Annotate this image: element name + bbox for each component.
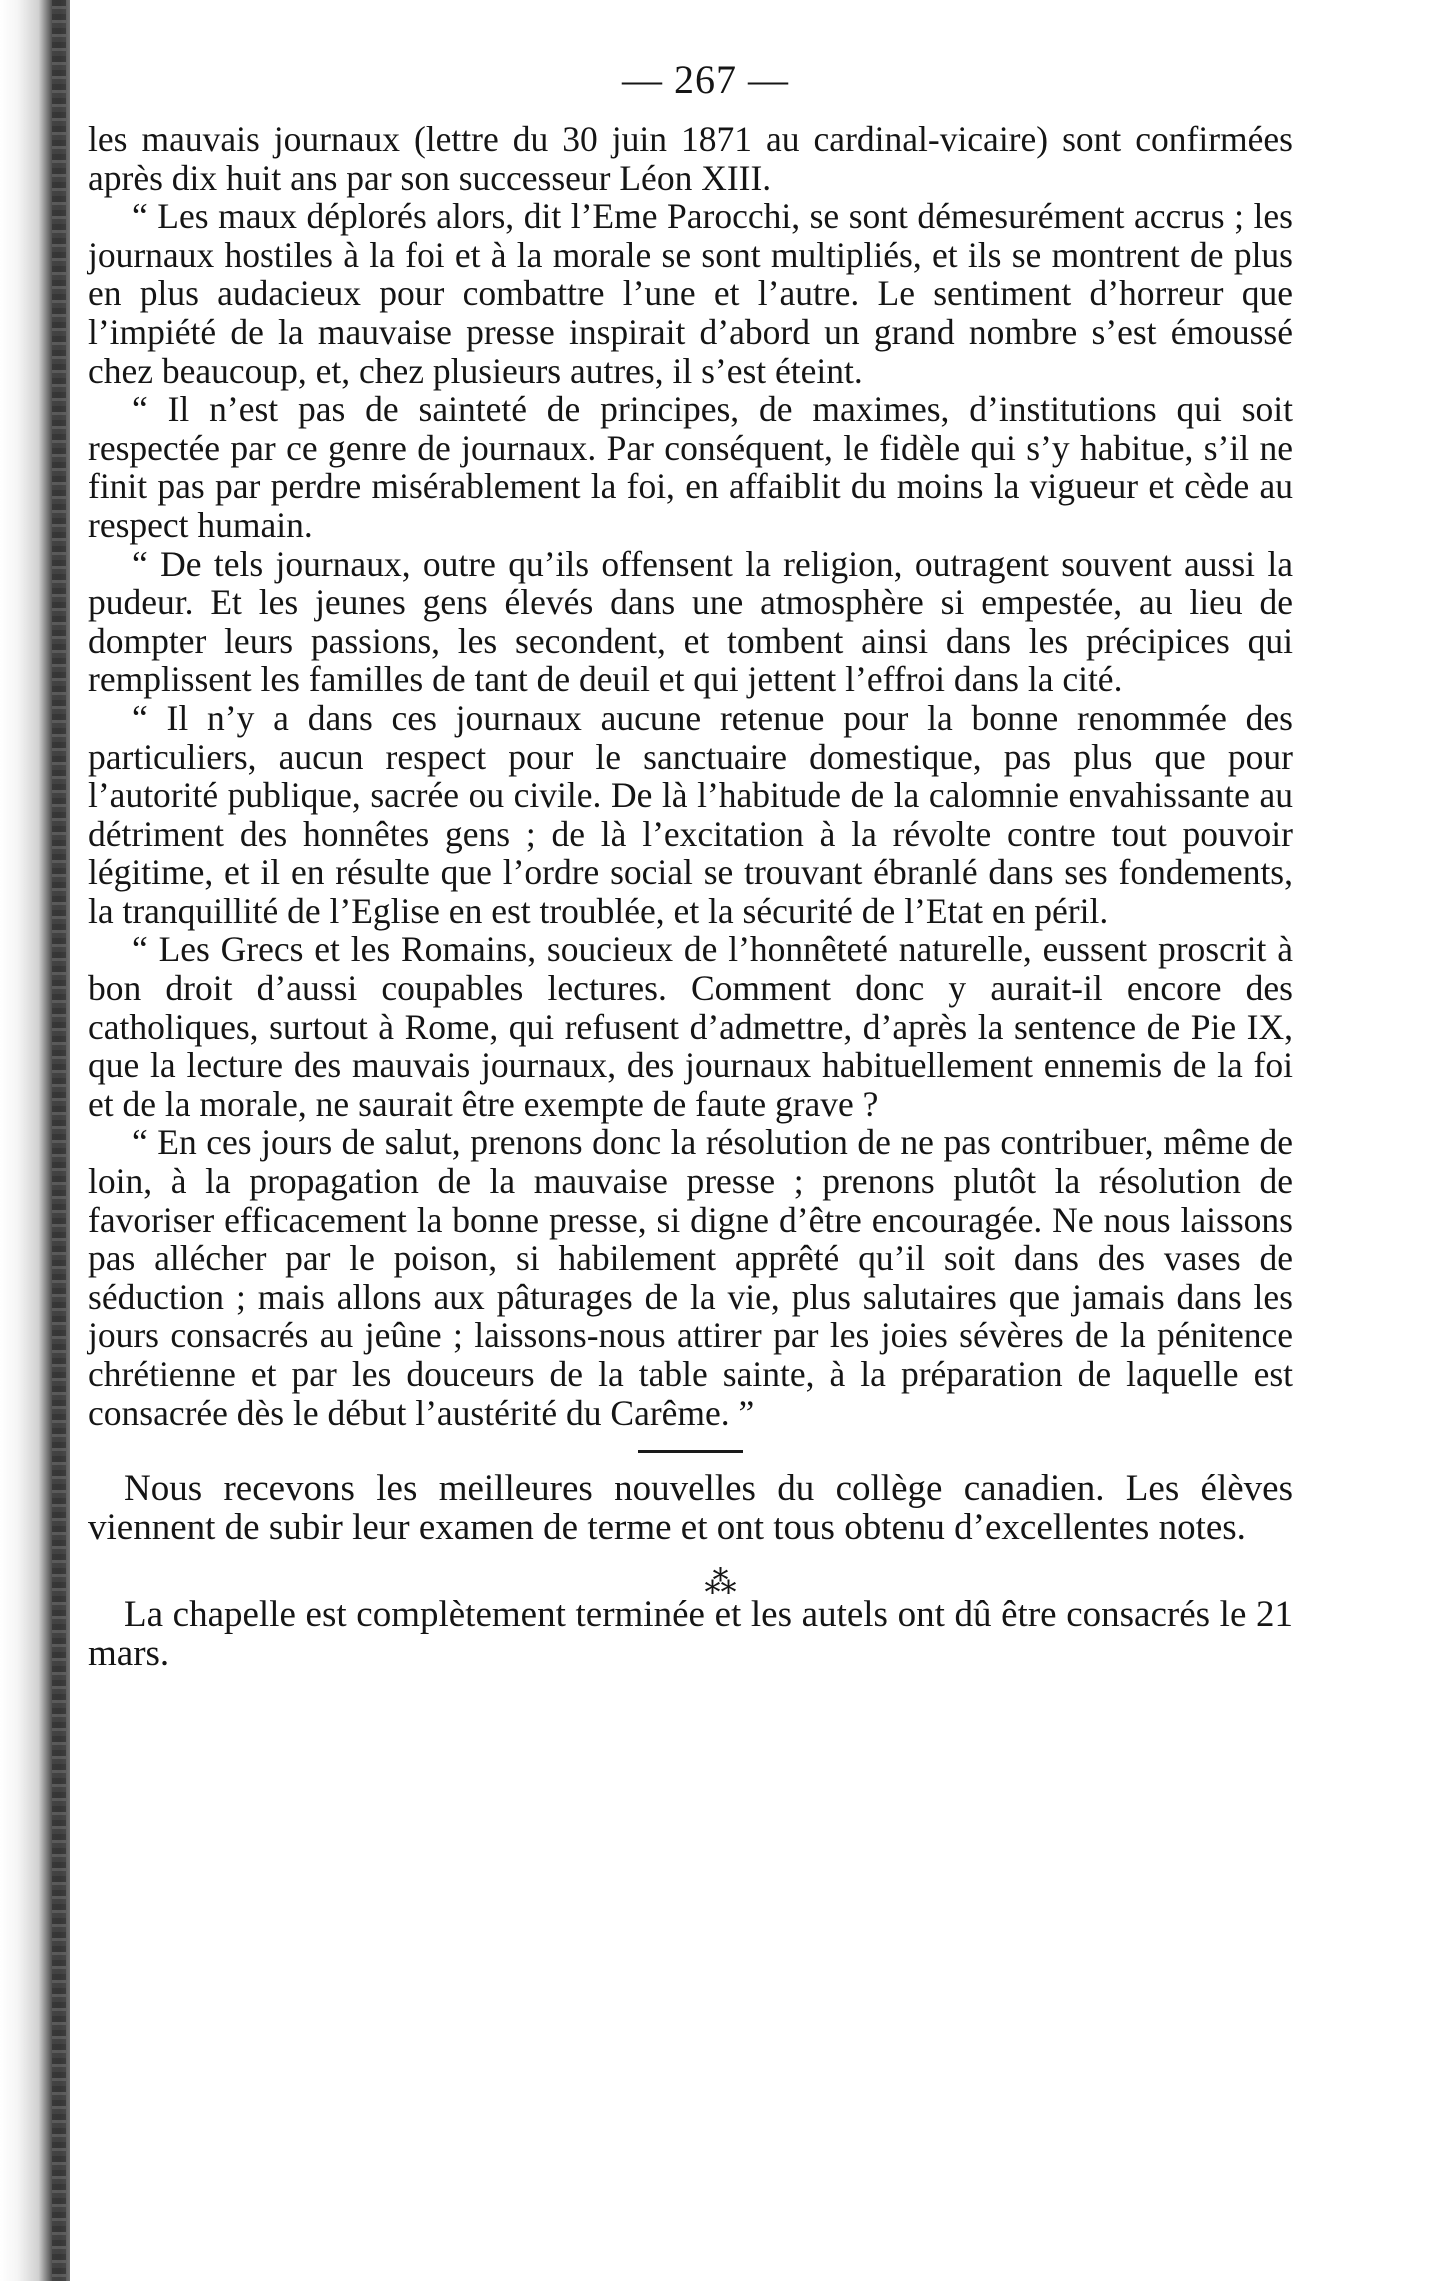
- paragraph-quote: “ En ces jours de salut, prenons donc la résolution de ne pas contribuer, même de loin, à la propagation de la mauvaise presse ; prenons plutôt la résolution de favoriser efficacement la bonne presse, si digne d’être encouragée. Ne nous laissons pas allécher par le poison, si habilement apprêté qu’il soit dans des vases de séduction ; mais allons aux pâturages de la vie, plus salutaires que jamais dans les jours consacrés au jeûne ; laissons-nous attirer par les joies sévères de la pénitence chrétienne et par les douceurs de la table sainte, à la préparation de laquelle est consacrée dès le début l’austérité du Carême. ”: [88, 1122, 1293, 1433]
- asterism-divider: [88, 1547, 1293, 1601]
- document-page: [88, 57, 1293, 1675]
- page-number: — 267 —: [622, 57, 789, 102]
- paragraph-quote: “ Les Grecs et les Romains, soucieux de l’honnêteté naturelle, eussent proscrit à bon droit d’aussi coupables lectures. Comment donc y aurait-il encore des catholiques, surtout à Rome, qui refusent d’admettre, d’après la sentence de Pie IX, que la lecture des mauvais journaux, des journaux habituellement ennemis de la foi et de la morale, ne saurait être exempte de faute grave ?: [88, 929, 1293, 1124]
- paragraph-quote: “ Les maux déplorés alors, dit l’Eme Parocchi, se sont démesurément accrus ; les journaux hostiles à la foi et à la morale se sont multipliés, et ils se montrent de plus en plus audacieux pour combattre l’une et l’autre. Le sentiment d’horreur que l’impiété de la mauvaise presse inspirait d’abord un grand nombre s’est émoussé chez beaucoup, et, chez plusieurs autres, il s’est éteint.: [88, 196, 1293, 391]
- paragraph-continuation: les mauvais journaux (lettre du 30 juin 1871 au cardinal-vicaire) sont confirmées après dix huit ans par son successeur Léon XIII.: [88, 119, 1293, 198]
- paragraph-quote: “ De tels journaux, outre qu’ils offensent la religion, outragent souvent aussi la pudeur. Et les jeunes gens élevés dans une atmosphère si empestée, au lieu de dompter leurs passions, les secondent, et tombent ainsi dans les précipices qui remplissent les familles de tant de deuil et qui jettent l’effroi dans la cité.: [88, 543, 1293, 700]
- asterism-glyph: ⁂: [704, 1564, 737, 1601]
- section-divider: [638, 1450, 743, 1453]
- paragraph-quote: “ Il n’y a dans ces journaux aucune retenue pour la bonne renommée des particuliers, aucun respect pour le sanctuaire domestique, pas plus que pour l’autorité publique, sacrée ou civile. De là l’habitude de la calomnie envahissante au détriment des honnêtes gens ; de là l’excitation à la révolte contre tout pouvoir légitime, et il en résulte que l’ordre social se trouvant ébranlé dans ses fondements, la tranquillité de l’Eglise en est troublée, et la sécurité de l’Etat en péril.: [88, 697, 1293, 931]
- news-item-chapel: La chapelle est complètement terminée et les autels ont dû être consacrés le 21 mars.: [88, 1594, 1293, 1675]
- news-item-college: Nous recevons les meilleures nouvelles du collège canadien. Les élèves viennent de subir leur examen de terme et ont tous obtenu d’excellentes notes.: [88, 1468, 1293, 1549]
- book-binding-edge: [0, 0, 70, 2281]
- paragraph-quote: “ Il n’est pas de sainteté de principes, de maximes, d’institutions qui soit respectée par ce genre de journaux. Par conséquent, le fidèle qui s’y habitue, s’il ne finit pas par perdre misérablement la foi, en affaiblit du moins la vigueur et cède au respect humain.: [88, 389, 1293, 545]
